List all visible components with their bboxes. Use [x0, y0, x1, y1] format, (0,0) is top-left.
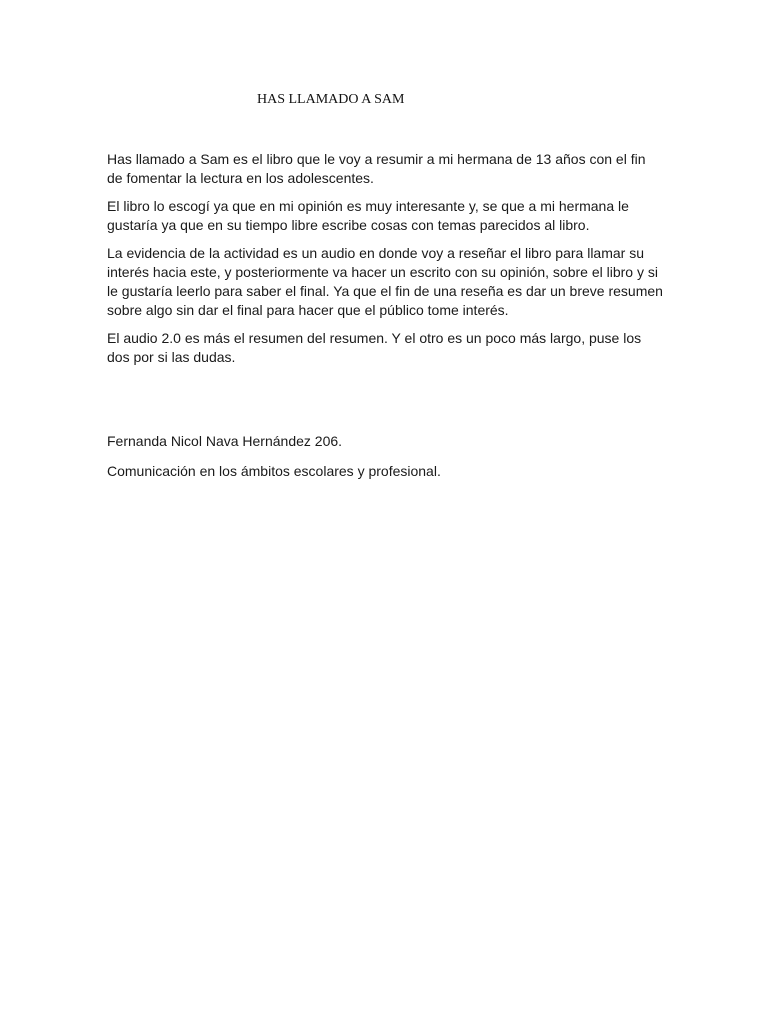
paragraph-intro: Has llamado a Sam es el libro que le voy a resumir a mi hermana de 13 años con el fin de fomentar la lectura en los adolescentes. — [107, 151, 646, 186]
signature-block — [107, 432, 663, 492]
paragraph-evidence: La evidencia de la actividad es un audio en donde voy a reseñar el libro para llamar su interés hacia este, y posteriormente va hacer un escrito con su opinión, sobre el libro y si le gustaría leerlo para saber el final. Ya que el fin de una reseña es dar un breve resumen sobre algo sin dar el final para hacer que el público tome interés. — [107, 245, 663, 318]
course-line: Comunicación en los ámbitos escolares y profesional. — [107, 463, 441, 479]
document-body — [107, 150, 663, 376]
author-line: Fernanda Nicol Nava Hernández 206. — [107, 433, 343, 449]
document-title: HAS LLAMADO A SAM — [257, 92, 405, 107]
paragraph-audio: El audio 2.0 es más el resumen del resumen. Y el otro es un poco más largo, puse los dos por si las dudas. — [107, 330, 642, 365]
paragraph-choice: El libro lo escogí ya que en mi opinión es muy interesante y, se que a mi hermana le gustaría ya que en su tiempo libre escribe cosas con temas parecidos al libro. — [107, 198, 629, 233]
